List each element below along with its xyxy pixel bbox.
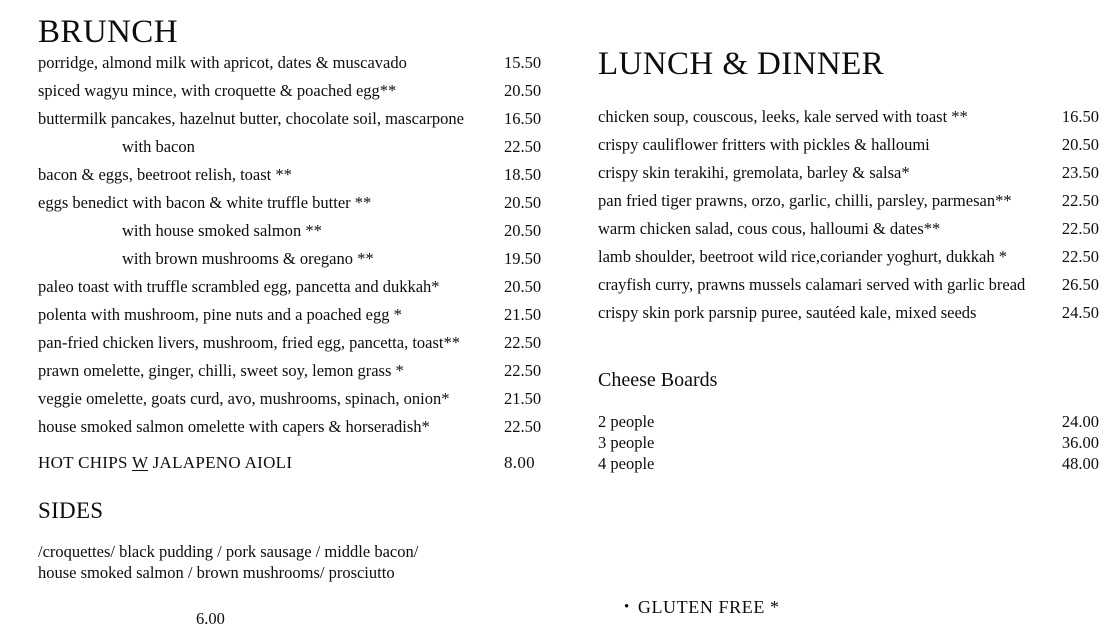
menu-item-label: prawn omelette, ginger, chilli, sweet soy, lemon grass * bbox=[38, 361, 404, 380]
menu-item-label: with bacon bbox=[122, 137, 195, 156]
menu-item-label: polenta with mushroom, pine nuts and a poached egg * bbox=[38, 305, 402, 324]
menu-item-row bbox=[38, 385, 560, 413]
hot-chips-suffix: JALAPENO AIOLI bbox=[148, 453, 293, 472]
menu-item-label: pan-fried chicken livers, mushroom, fried egg, pancetta, toast** bbox=[38, 333, 460, 352]
hot-chips-prefix: HOT CHIPS bbox=[38, 453, 133, 472]
menu-item-label: lamb shoulder, beetroot wild rice,coriander yoghurt, dukkah * bbox=[598, 247, 1007, 266]
menu-item-label: chicken soup, couscous, leeks, kale served with toast ** bbox=[598, 107, 968, 126]
sides-list bbox=[38, 541, 560, 583]
menu-item-label: house smoked salmon omelette with capers & horseradish* bbox=[38, 417, 430, 436]
page-title-brunch: BRUNCH bbox=[38, 14, 178, 50]
menu-item-price: 20.50 bbox=[504, 221, 542, 240]
menu-item-price: 19.50 bbox=[504, 249, 542, 268]
menu-item-price: 22.50 bbox=[504, 333, 542, 352]
cheese-board-label: 2 people bbox=[598, 412, 655, 431]
menu-item-row bbox=[598, 299, 1107, 327]
cheese-board-label: 3 people bbox=[598, 433, 655, 452]
lunch-dinner-column bbox=[560, 0, 1107, 632]
menu-item-price: 21.50 bbox=[504, 389, 542, 408]
menu-item-label: veggie omelette, goats curd, avo, mushrooms, spinach, onion* bbox=[38, 389, 450, 408]
menu-item-price: 23.50 bbox=[1061, 163, 1099, 182]
cheese-board-row bbox=[598, 432, 1107, 453]
menu-item-label: crispy skin terakihi, gremolata, barley & salsa* bbox=[598, 163, 910, 182]
section-title-sides: SIDES bbox=[38, 498, 104, 523]
cheese-board-label: 4 people bbox=[598, 454, 655, 473]
menu-item-row bbox=[38, 217, 560, 245]
menu-item-row bbox=[38, 301, 560, 329]
menu-item-price: 21.50 bbox=[504, 305, 542, 324]
menu-item-row bbox=[38, 49, 560, 77]
menu-item-row bbox=[38, 413, 560, 441]
menu-item-row bbox=[38, 245, 560, 273]
menu-item-row bbox=[38, 329, 560, 357]
menu-item-label: crispy skin pork parsnip puree, sautéed kale, mixed seeds bbox=[598, 303, 977, 322]
menu-item-label: crispy cauliflower fritters with pickles & halloumi bbox=[598, 135, 930, 154]
menu-item-price: 20.50 bbox=[504, 81, 542, 100]
menu-item-price: 22.50 bbox=[1061, 191, 1099, 210]
menu-item-row bbox=[38, 273, 560, 301]
menu-item-label: pan fried tiger prawns, orzo, garlic, chilli, parsley, parmesan** bbox=[598, 191, 1012, 210]
menu-item-label: eggs benedict with bacon & white truffle butter ** bbox=[38, 193, 372, 212]
menu-item-price: 22.50 bbox=[504, 361, 542, 380]
menu-item-row bbox=[598, 215, 1107, 243]
menu-item-label: spiced wagyu mince, with croquette & poached egg** bbox=[38, 81, 397, 100]
menu-item-row bbox=[38, 105, 560, 133]
lunch-dinner-item-list bbox=[598, 103, 1107, 327]
cheese-board-price: 36.00 bbox=[1061, 433, 1099, 452]
menu-item-row bbox=[598, 103, 1107, 131]
menu-item-price: 20.50 bbox=[504, 193, 542, 212]
gluten-free-label: GLUTEN FREE * bbox=[637, 597, 780, 617]
menu-item-label: buttermilk pancakes, hazelnut butter, chocolate soil, mascarpone bbox=[38, 109, 464, 128]
cheese-board-price: 24.00 bbox=[1061, 412, 1099, 431]
menu-item-label: with brown mushrooms & oregano ** bbox=[122, 249, 374, 268]
sides-price: 6.00 bbox=[196, 609, 225, 628]
menu-item-price: 22.50 bbox=[504, 417, 542, 436]
menu-item-price: 22.50 bbox=[504, 137, 542, 156]
menu-item-price: 26.50 bbox=[1061, 275, 1099, 294]
menu-item-row bbox=[598, 187, 1107, 215]
section-title-cheese-boards: Cheese Boards bbox=[598, 369, 718, 391]
menu-item-label: warm chicken salad, cous cous, halloumi & dates** bbox=[598, 219, 941, 238]
hot-chips-price: 8.00 bbox=[504, 453, 535, 472]
menu-item-label: paleo toast with truffle scrambled egg, pancetta and dukkah* bbox=[38, 277, 440, 296]
hot-chips-label bbox=[38, 449, 292, 477]
bullet-icon: • bbox=[624, 599, 630, 615]
cheese-boards-list bbox=[598, 411, 1107, 474]
sides-line-2: house smoked salmon / brown mushrooms/ prosciutto bbox=[38, 563, 395, 582]
cheese-board-row bbox=[598, 453, 1107, 474]
brunch-item-list bbox=[38, 49, 560, 441]
menu-item-row bbox=[38, 161, 560, 189]
menu-item-price: 20.50 bbox=[504, 277, 542, 296]
menu-item-row bbox=[38, 357, 560, 385]
menu-item-price: 16.50 bbox=[1061, 107, 1099, 126]
menu-item-price: 18.50 bbox=[504, 165, 542, 184]
menu-item-label: porridge, almond milk with apricot, dates & muscavado bbox=[38, 53, 407, 72]
menu-item-label: crayfish curry, prawns mussels calamari served with garlic bread bbox=[598, 275, 1026, 294]
menu-item-price: 22.50 bbox=[1061, 247, 1099, 266]
menu-item-price: 22.50 bbox=[1061, 219, 1099, 238]
menu-item-row bbox=[598, 159, 1107, 187]
cheese-board-price: 48.00 bbox=[1061, 454, 1099, 473]
menu-item-price: 15.50 bbox=[504, 53, 542, 72]
cheese-board-row bbox=[598, 411, 1107, 432]
menu-item-price: 20.50 bbox=[1061, 135, 1099, 154]
menu-item-row bbox=[38, 133, 560, 161]
menu-item-row bbox=[598, 271, 1107, 299]
menu-item-label: with house smoked salmon ** bbox=[122, 221, 322, 240]
gluten-free-footnote bbox=[598, 598, 1107, 616]
menu-item-price: 16.50 bbox=[504, 109, 542, 128]
hot-chips-underlined-w: W bbox=[132, 453, 149, 472]
menu-item-row bbox=[598, 131, 1107, 159]
menu-item-label: bacon & eggs, beetroot relish, toast ** bbox=[38, 165, 292, 184]
menu-item-row bbox=[38, 77, 560, 105]
menu-item-price: 24.50 bbox=[1061, 303, 1099, 322]
sides-line-1: /croquettes/ black pudding / pork sausage / middle bacon/ bbox=[38, 542, 419, 561]
menu-item-row bbox=[598, 243, 1107, 271]
page-title-lunch-dinner: LUNCH & DINNER bbox=[598, 46, 885, 82]
menu-item-row bbox=[38, 189, 560, 217]
menu-item-hot-chips bbox=[38, 449, 560, 477]
